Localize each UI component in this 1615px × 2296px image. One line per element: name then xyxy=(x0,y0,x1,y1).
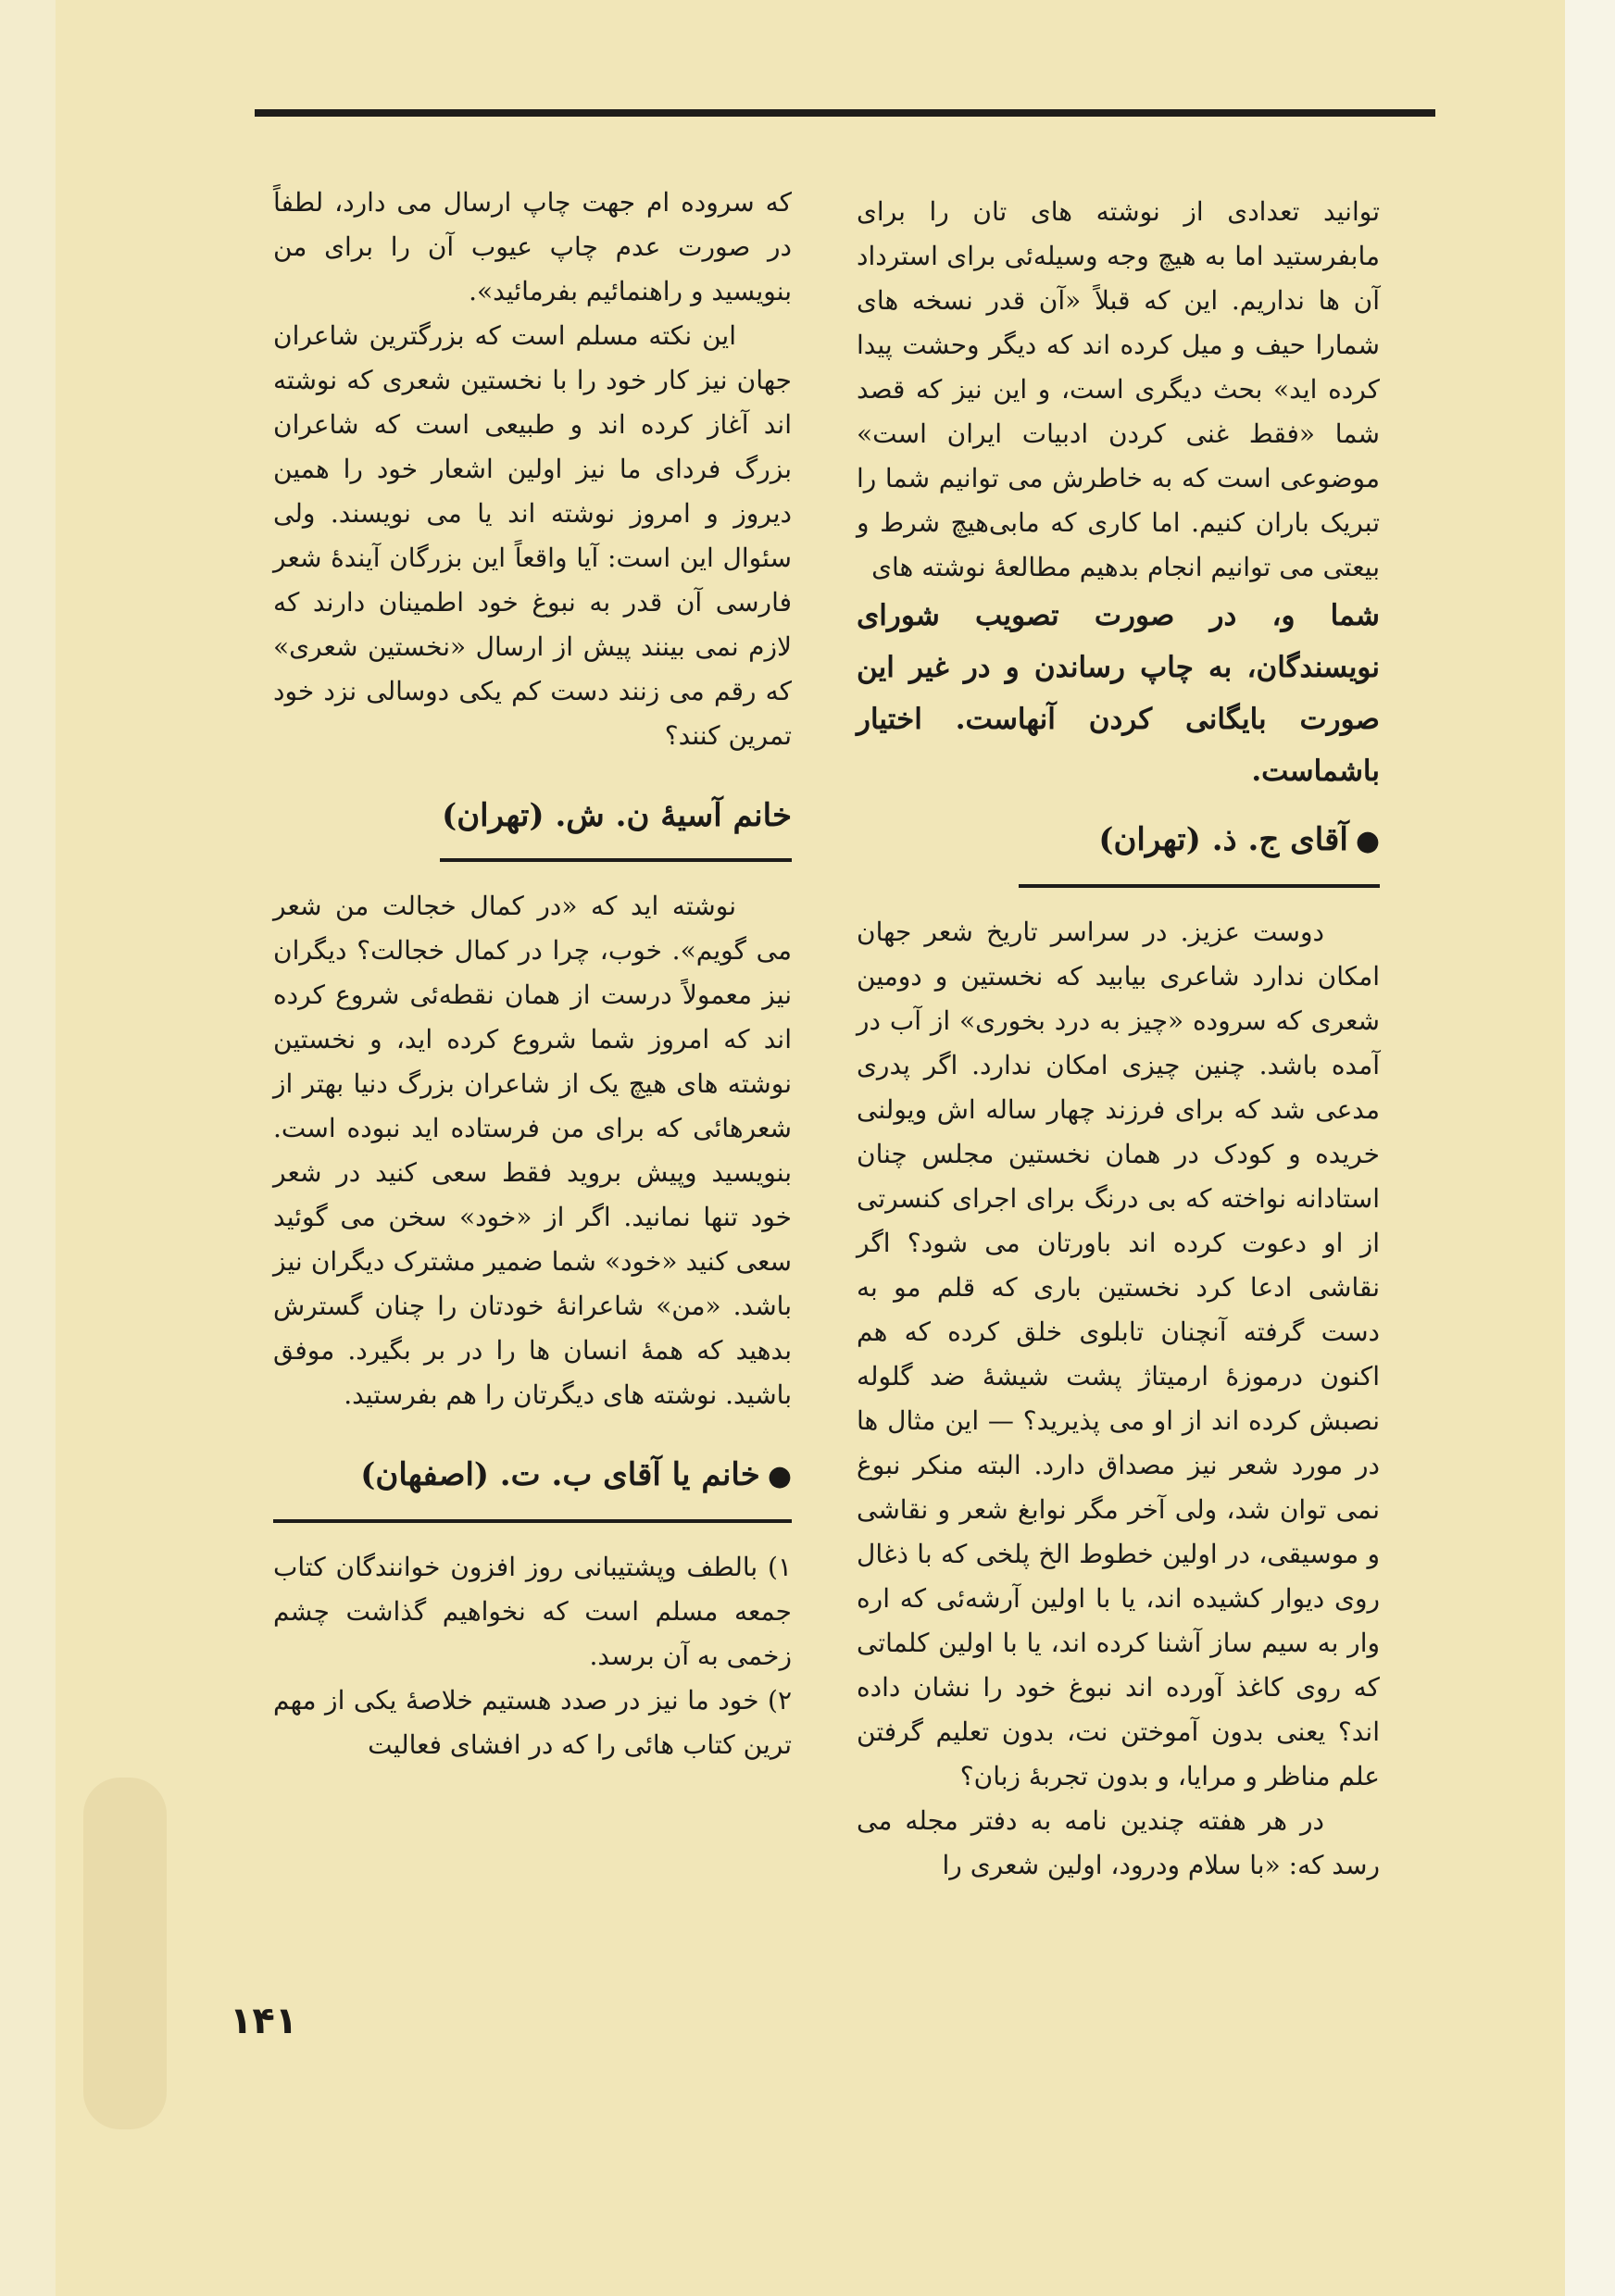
left-body1: نوشته اید که «در کمال خجالت من شعر می گویم». خوب، چرا در کمال خجالت؟ دیگران نیز معمولاً درست از همان نقطه‌ئی شروع کرده اند که امروز شما شروع کرده اید، و نخستین نوشته های هیچ یک از شاعران بزرگ دنیا بهتر از شعرهائی که برای من فرستاده اید نبوده است. بنویسید وپیش بروید فقط سعی کنید در شعر خود تنها نمانید. اگر از «خود» سخن می گوئید سعی کنید «خود» شما ضمیر مشترک دیگران نیز باشد. «من» شاعرانهٔ خودتان را چنان گسترش بدهید که همهٔ انسان ها را در بر بگیرد. موفق باشید. نوشته های دیگرتان را هم بفرستید. xyxy=(273,891,792,1410)
right-body: دوست عزیز. در سراسر تاریخ شعر جهان امکان ندارد شاعری بیابید که نخستین و دومین شعری که سروده «چیز به درد بخوری» از آب در آمده باشد. چنین چیزی امکان ندارد. اگر پدری مدعی شد که برای فرزند چهار ساله اش ویولنی خریده و کودک در همان نخستین مجلس چنان استادانه نواخته که بی درنگ برای اجرای کنسرتی از او دعوت کرده اند باورتان می شود؟ اگر نقاشی ادعا کرد نخستین باری که قلم مو به دست گرفته آنچنان تابلوی خلق کرده که هم اکنون درموزهٔ ارمیتاژ پشت شیشهٔ ضد گلوله نصبش کرده اند از او می پذیرید؟ — این مثال ها در مورد شعر نیز مصداق دارد. البته منکر نبوغ نمی توان شد، ولی آخر مگر نوابغ شعر و نقاشی و موسیقی، در اولین خطوط الخ پلخی که با ذغال روی دیوار کشیده اند، یا با اولین آرشه‌ئی که اره وار به سیم ساز آشنا کرده اند، یا با اولین کلماتی که روی کاغذ آورده اند نبوغ خود را نشان داده اند؟ یعنی بدون آموختن نت، بدون تعلیم گرفتن علم مناظر و مرایا، و بدون تجربهٔ زبان؟ xyxy=(857,917,1381,1791)
section-rule-2 xyxy=(440,858,792,862)
top-rule xyxy=(255,109,1435,117)
bullet-icon: ● xyxy=(767,1460,792,1492)
footnote-1: ۱) بالطف وپشتیبانی روز افزون خوانندگان کتاب جمعه مسلم است که نخواهیم گذاشت چشم زخمی به آن برسد. xyxy=(273,1552,792,1671)
bullet-icon: ● xyxy=(1355,825,1380,857)
heading-j-z xyxy=(857,814,1380,867)
footnote-rule xyxy=(273,1519,792,1523)
right-column xyxy=(857,190,1380,1888)
heading-asieh-text: خانم آسیهٔ ن. ش. (تهران) xyxy=(442,797,792,834)
right-last: در هر هفته چندین نامه به دفتر مجله می رسد که: «با سلام ودرود، اولین شعری را xyxy=(857,1805,1380,1880)
page-number: ۱۴۱ xyxy=(230,2000,298,2042)
footnote-2: ۲) خود ما نیز در صدد هستیم خلاصهٔ یکی از مهم ترین کتاب هائی را که در افشای فعالیت xyxy=(273,1685,792,1760)
left-column xyxy=(273,181,792,1767)
heading-j-z-text: آقای ج. ذ. (تهران) xyxy=(1098,821,1348,858)
heading-b-t-text: خانم یا آقای ب. ت. (اصفهان) xyxy=(360,1456,760,1493)
page-edge xyxy=(1565,0,1615,2296)
right-top-paragraph: توانید تعدادی از نوشته های تان را برای مابفرستید اما به هیچ وجه وسیله‌ئی برای استرداد آن ها نداریم. این که قبلاً «آن قدر نسخه های شمارا حیف و میل کرده اند که دیگر وحشت پیدا کرده اید» بحث دیگری است، و این نیز که قصد شما «فقط غنی کردن ادبیات ایران است» موضوعی است که به خاطرش می توانیم شما را تبریک باران کنیم. اما کاری که مابی‌هیچ شرط و بیعتی می توانیم انجام بدهیم مطالعهٔ نوشته های xyxy=(857,196,1380,582)
right-bold-paragraph: شما و، در صورت تصویب شورای نویسندگان، به چاپ رساندن و در غیر این صورت بایگانی کردن آنهاست. اختیار باشماست. xyxy=(857,599,1380,788)
left-top-paragraph: که سروده ام جهت چاپ ارسال می دارد، لطفاً در صورت عدم چاپ عیوب آن را برای من بنویسید و راهنمائیم بفرمائید». xyxy=(273,187,792,306)
heading-asieh xyxy=(273,790,792,842)
paper-stain xyxy=(83,1778,167,2129)
heading-b-t xyxy=(273,1449,792,1503)
section-rule xyxy=(1019,884,1380,888)
left-second-paragraph: این نکته مسلم است که بزرگترین شاعران جهان نیز کار خود را با نخستین شعری که نوشته اند آغاز کرده اند و طبیعی است که شاعران بزرگ فردای ما نیز اولین اشعار خود را همین دیروز و امروز نوشته اند یا می نویسند. ولی سئوال این است: آیا واقعاً این بزرگان آیندهٔ شعر فارسی آن قدر به نبوغ خود اطمینان دارند که لازم نمی بینند پیش از ارسال «نخستین شعری» که رقم می زنند دست کم یکی دوسالی نزد خود تمرین کنند؟ xyxy=(273,320,792,751)
